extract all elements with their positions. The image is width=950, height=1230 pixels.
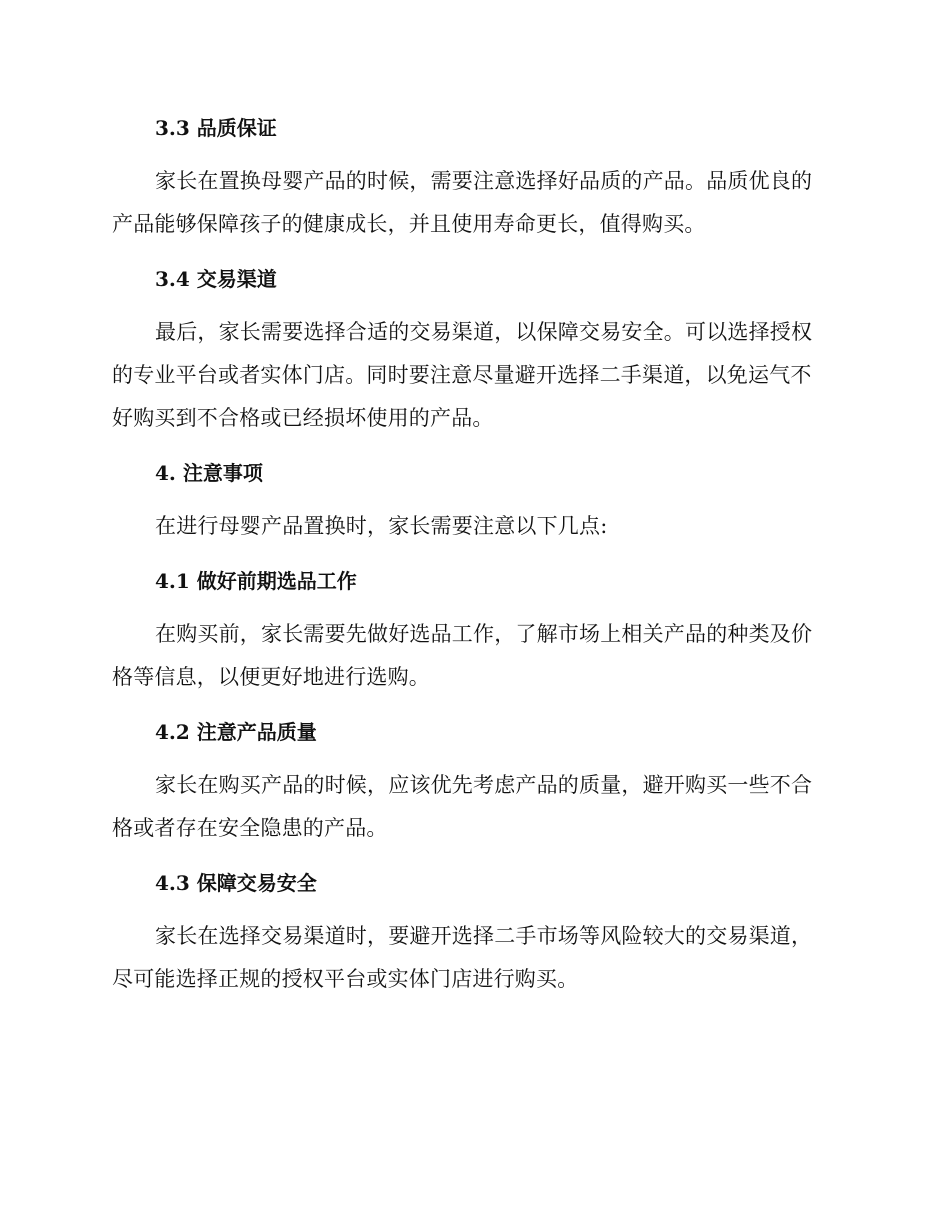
section-paragraph-3-4: 最后，家长需要选择合适的交易渠道，以保障交易安全。可以选择授权的专业平台或者实体门店。同时要注意尽量避开选择二手渠道，以免运气不好购买到不合格或已经损坏使用的产品。 <box>112 320 813 430</box>
section-heading-4-2: 4.2 注意产品质量 <box>155 720 317 744</box>
section-paragraph-4-1: 在购买前，家长需要先做好选品工作，了解市场上相关产品的种类及价格等信息，以便更好地进行选购。 <box>112 622 813 689</box>
section-heading-3-3: 3.3 品质保证 <box>155 116 277 140</box>
section-heading-4: 4. 注意事项 <box>155 461 263 485</box>
section-paragraph-4: 在进行母婴产品置换时，家长需要注意以下几点: <box>155 514 608 538</box>
section-paragraph-4-3: 家长在选择交易渠道时，要避开选择二手市场等风险较大的交易渠道，尽可能选择正规的授权平台或实体门店进行购买。 <box>112 924 813 991</box>
section-paragraph-4-2: 家长在购买产品的时候，应该优先考虑产品的质量，避开购买一些不合格或者存在安全隐患的产品。 <box>112 773 813 840</box>
document-body <box>112 108 832 1014</box>
section-heading-4-1: 4.1 做好前期选品工作 <box>155 569 357 593</box>
section-heading-3-4: 3.4 交易渠道 <box>155 267 277 291</box>
section-paragraph-3-3: 家长在置换母婴产品的时候，需要注意选择好品质的产品。品质优良的产品能够保障孩子的健康成长，并且使用寿命更长，值得购买。 <box>112 169 813 236</box>
section-heading-4-3: 4.3 保障交易安全 <box>155 871 317 895</box>
